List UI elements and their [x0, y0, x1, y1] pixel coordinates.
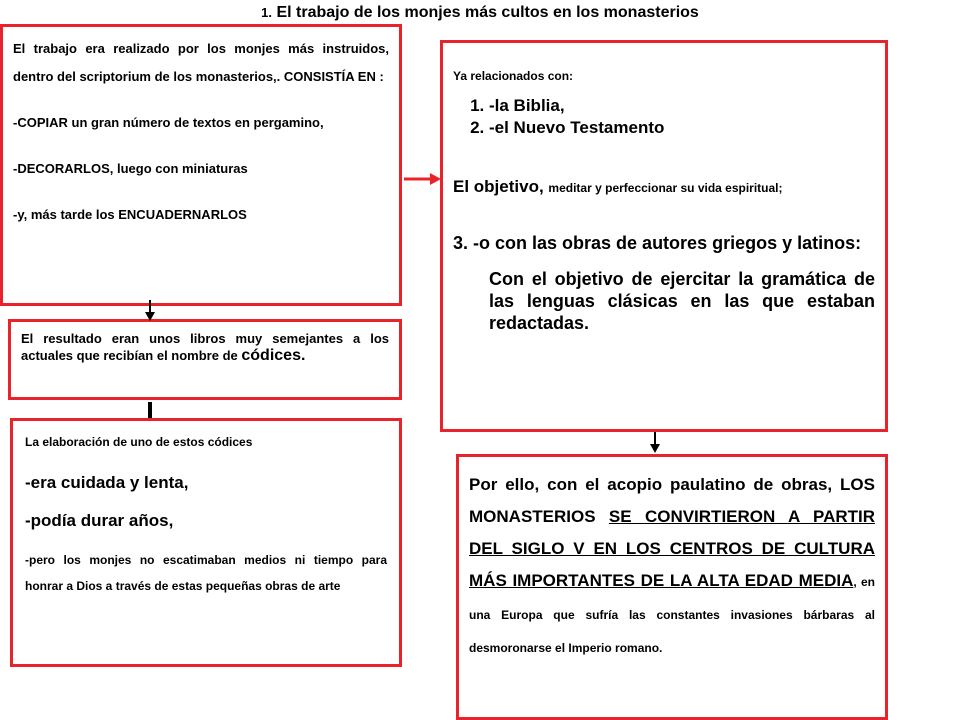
relations-lead: Ya relacionados con:	[453, 69, 574, 83]
result-text: El resultado eran unos libros muy semejantes a los actuales que recibían el nombre de	[21, 331, 389, 363]
conclusion-text	[469, 469, 875, 664]
conclusion-underlined: SE CONVIRTIERON A PARTIR DEL SIGLO V EN LOS CENTROS DE CULTURA MÁS IMPORTANTES DE LA ALTA EDAD MEDIA	[469, 507, 876, 590]
conclusion-box	[456, 454, 888, 720]
elaboration-item-careful: -era cuidada y lenta,	[25, 473, 189, 492]
relations-item-bible: 1. -la Biblia,	[489, 95, 875, 117]
right-arrow-icon	[402, 170, 442, 190]
objective-head: El objetivo,	[453, 177, 544, 196]
elaboration-box	[10, 418, 402, 667]
conclusion-part1: Por ello, con el acopio paulatino de obras, LOS MONASTERIOS	[469, 475, 875, 526]
result-box	[8, 319, 402, 400]
classical-works-objective: Con el objetivo de ejercitar la gramática de las lenguas clásicas en las que estaban redactadas.	[489, 269, 875, 333]
result-highlight: códices.	[241, 347, 306, 364]
title-number: 1.	[261, 5, 273, 20]
relations-box	[440, 40, 888, 432]
work-description-box	[0, 24, 402, 306]
conclusion-part2: , en una Europa que sufría las constantes invasiones bárbaras al desmoronarse el Imperio romano.	[469, 575, 875, 655]
work-item-bind: -y, más tarde los ENCUADERNARLOS	[13, 207, 247, 222]
diagram-title	[0, 4, 960, 22]
objective-detail: meditar y perfeccionar su vida espiritual;	[548, 181, 783, 195]
connector-line	[148, 402, 152, 418]
objective-text	[453, 177, 875, 198]
elaboration-intro: La elaboración de uno de estos códices	[25, 435, 253, 449]
work-item-copy: -COPIAR un gran número de textos en pergamino,	[13, 115, 324, 130]
work-intro: El trabajo era realizado por los monjes más instruidos, dentro del scriptorium de los monasterios,. CONSISTÍA EN :	[13, 41, 389, 84]
work-item-decorate: -DECORARLOS, luego con miniaturas	[13, 161, 248, 176]
elaboration-item-years: -podía durar años,	[25, 511, 174, 530]
classical-works: 3. -o con las obras de autores griegos y latinos:	[453, 233, 862, 253]
down-arrow-icon-right	[645, 432, 665, 454]
elaboration-item-effort: -pero los monjes no escatimaban medios ni tiempo para honrar a Dios a través de estas pequeñas obras de arte	[25, 553, 387, 593]
title-text: El trabajo de los monjes más cultos en los monasterios	[276, 4, 699, 21]
down-arrow-icon	[140, 300, 160, 322]
relations-item-new-testament: 2. -el Nuevo Testamento	[489, 117, 875, 139]
relations-list	[453, 95, 875, 139]
